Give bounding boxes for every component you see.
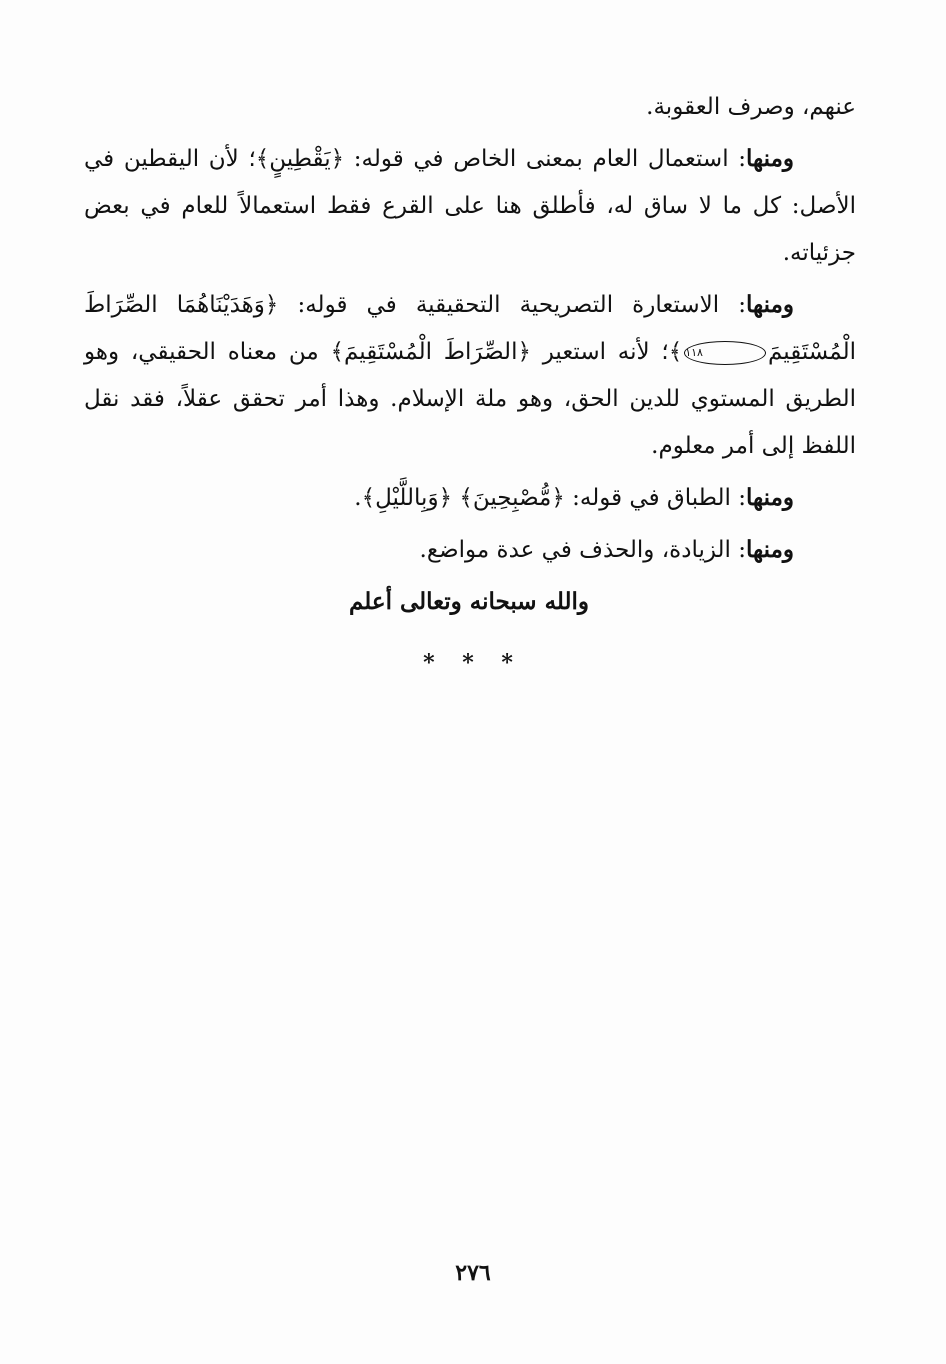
quran-quote: ﴿وَهَدَيْنَاهُمَا الصِّرَاطَ الْمُسْتَقِيمَ (84, 292, 856, 365)
page-number: ٢٧٦ (455, 1260, 491, 1286)
quran-quote: ﴿مُّصْبِحِينَ﴾ (459, 485, 565, 511)
paragraph-text: من معناه الحقيقي، وهو الطريق المستوي للدين الحق، وهو ملة الإسلام. وهذا أمر تحقق عقلاً، فقد نقل اللفظ إلى أمر معلوم. (84, 339, 856, 459)
paragraph-continuation (84, 84, 856, 131)
quran-quote-close: ﴾ (668, 339, 683, 365)
paragraph-lead: ومنها (746, 536, 794, 563)
paragraph-metaphor (84, 281, 856, 470)
paragraph-lead: ومنها (746, 484, 794, 511)
quran-quote: ﴿يَقْطِينٍ﴾ (255, 146, 345, 172)
paragraph-lead: ومنها (746, 291, 794, 318)
paragraph-text: : الاستعارة التصريحية التحقيقية في قوله: (278, 292, 747, 318)
paragraph-text: ؛ لأن اليقطين في الأصل: كل ما لا ساق له، فأطلق هنا على القرع فقط استعمالاً للعام في بعض جزئياته. (84, 146, 857, 266)
section-separator: * * * (423, 650, 523, 676)
paragraph-text: ؛ لأنه استعير (530, 339, 669, 365)
verse-number-marker: ١١٨ (684, 341, 766, 365)
quran-quote: ﴿الصِّرَاطَ الْمُسْتَقِيمَ﴾ (330, 339, 531, 365)
paragraph-text: : الطباق في قوله: (564, 485, 747, 511)
paragraph-antithesis (84, 474, 856, 522)
paragraph-text: . (354, 485, 362, 511)
closing-text: والله سبحانه وتعالى أعلم (348, 588, 590, 615)
paragraph-general-specific (84, 135, 856, 277)
quran-quote: ﴿وَبِاللَّيْلِ﴾ (361, 485, 453, 511)
paragraph-text: عنهم، وصرف العقوبة. (646, 94, 856, 120)
paragraph-addition-omission (84, 526, 856, 574)
closing-phrase (0, 588, 946, 615)
body-text (84, 84, 856, 578)
paragraph-lead: ومنها (746, 145, 794, 172)
paragraph-text: : الزيادة، والحذف في عدة مواضع. (419, 537, 747, 563)
paragraph-text: : استعمال العام بمعنى الخاص في قوله: (344, 146, 747, 172)
